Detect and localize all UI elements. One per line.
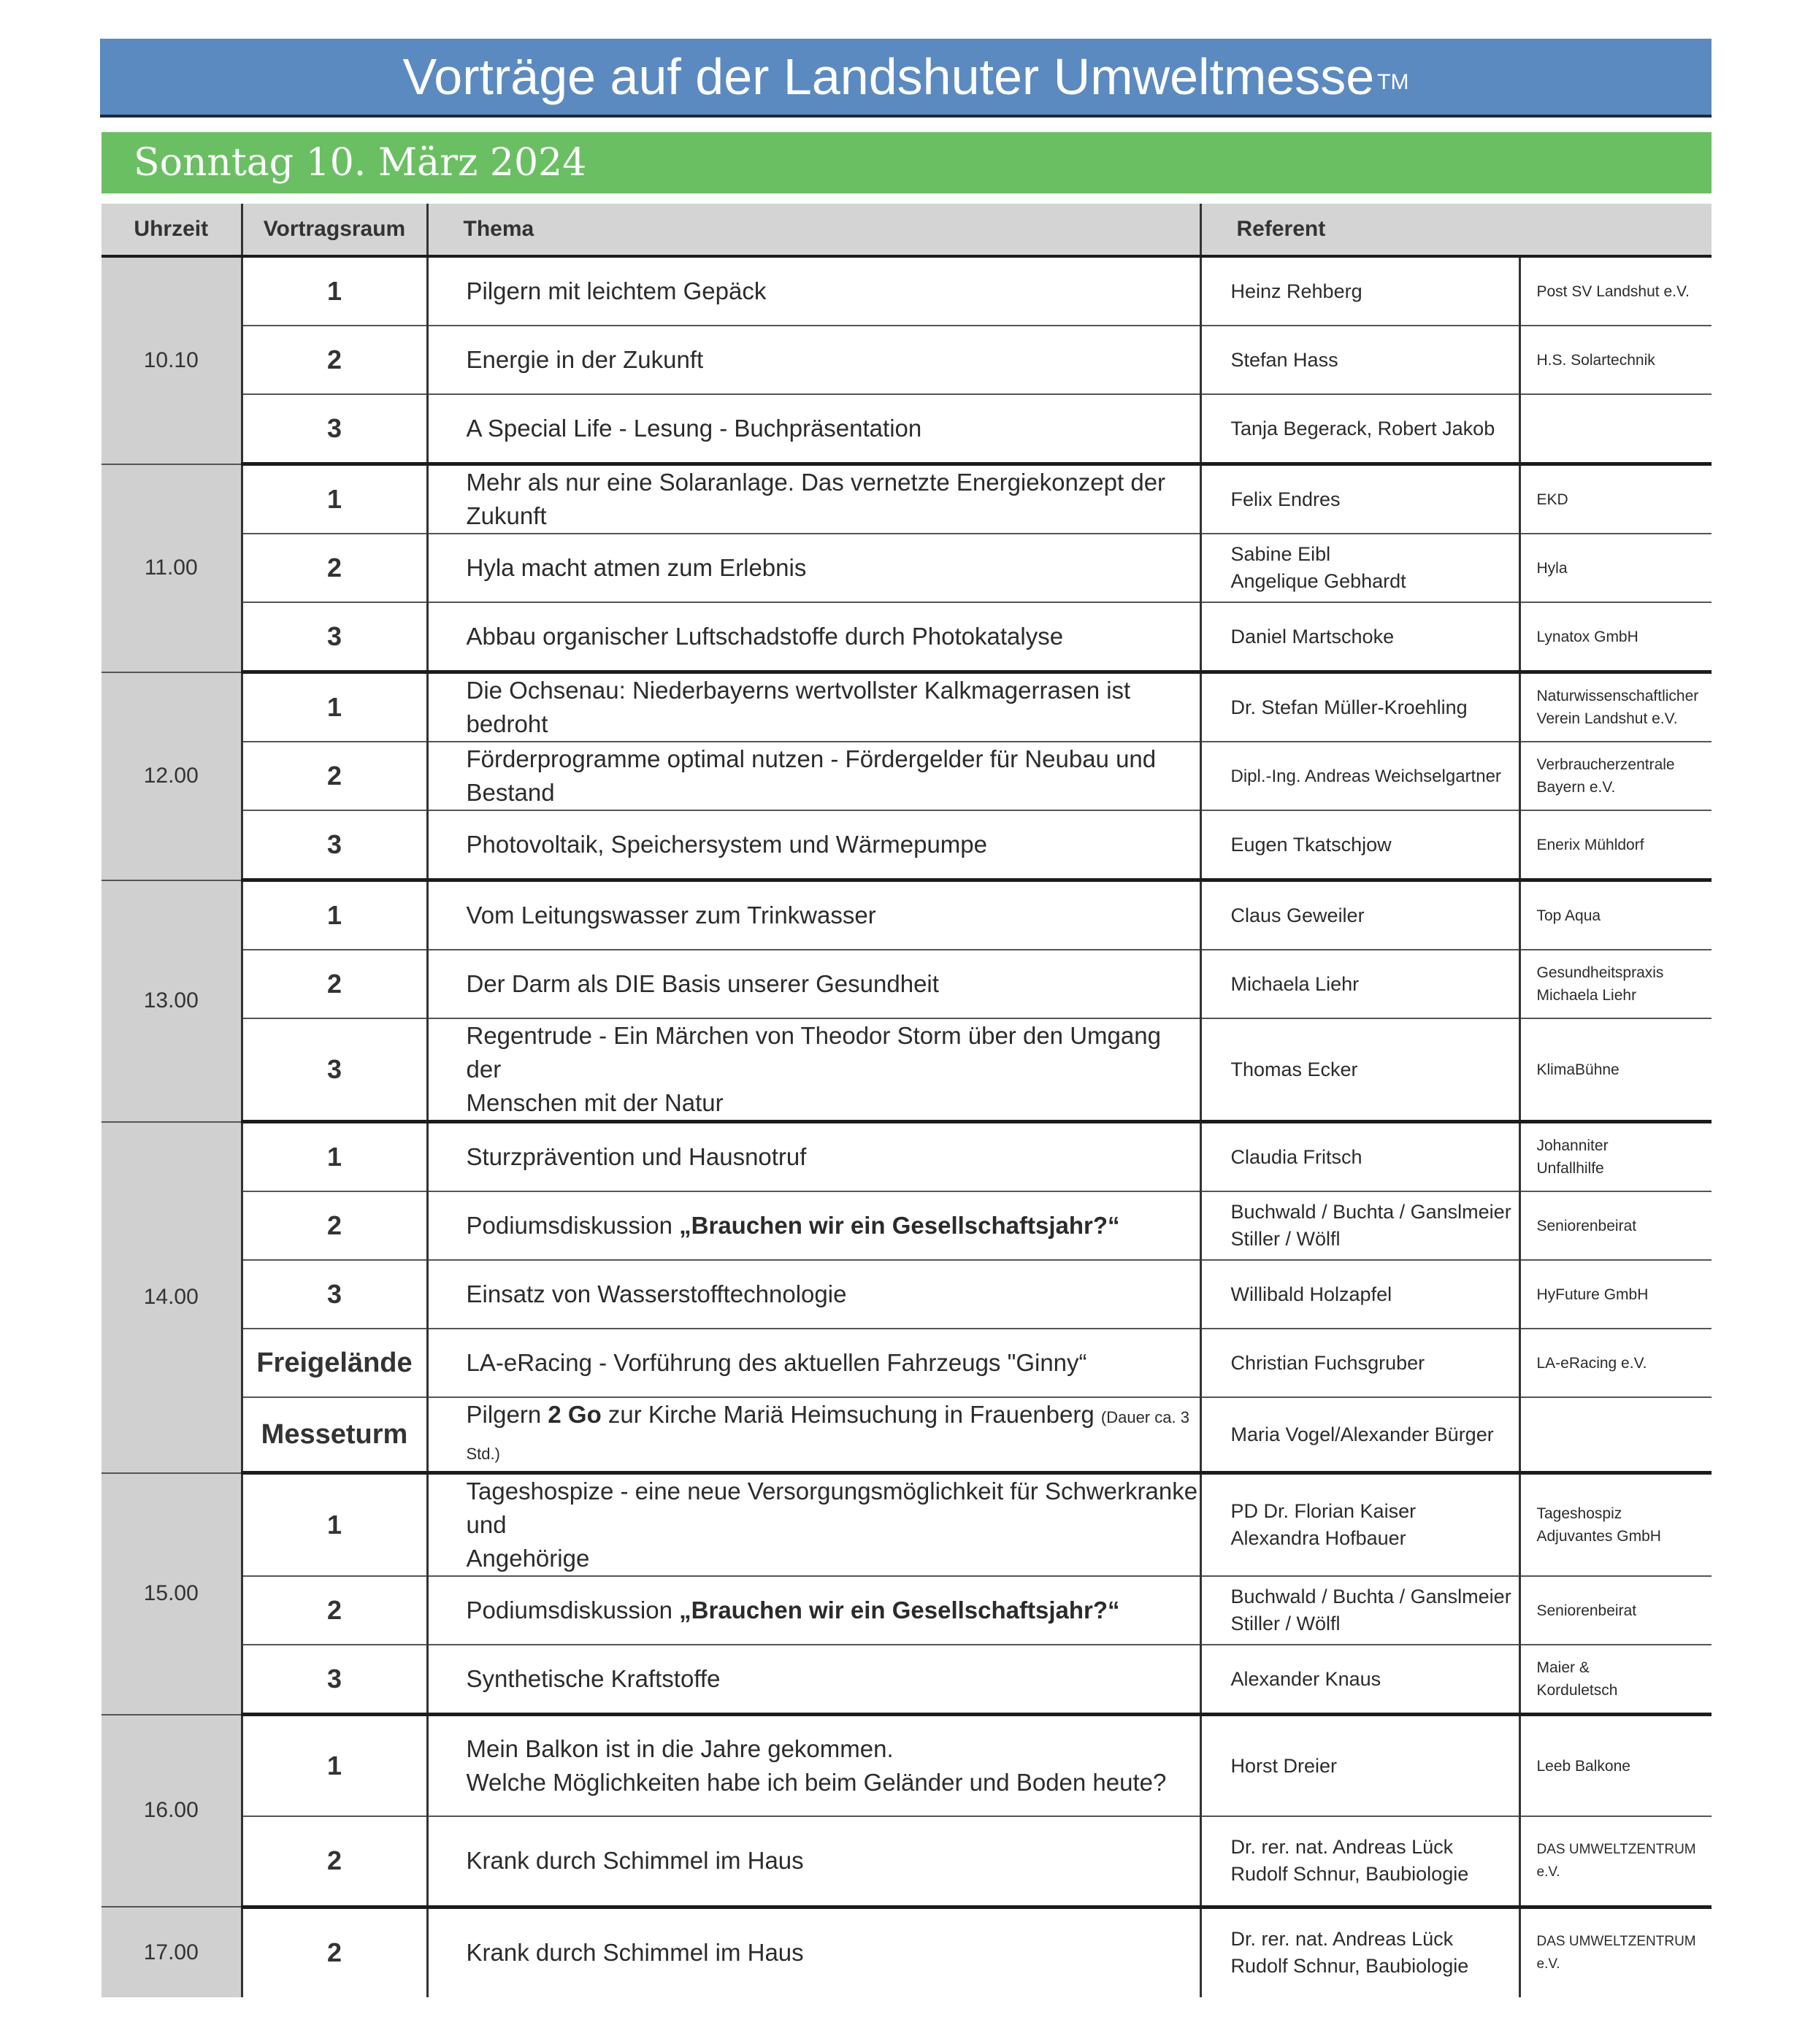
trademark-mark: TM <box>1377 70 1409 94</box>
speaker-cell: Stefan Hass <box>1200 326 1519 394</box>
table-row <box>101 742 1712 810</box>
table-row <box>101 256 1712 326</box>
organization-cell <box>1519 672 1712 742</box>
table-row <box>101 394 1712 464</box>
speaker-line: Stiller / Wölfl <box>1230 1228 1341 1250</box>
table-row <box>101 1473 1712 1577</box>
topic-cell: Der Darm als DIE Basis unserer Gesundheit <box>427 950 1200 1018</box>
organization-cell: Enerix Mühldorf <box>1519 810 1712 880</box>
topic-line: Menschen mit der Natur <box>466 1089 724 1116</box>
organization-line: Johanniter <box>1536 1137 1609 1154</box>
organization-cell <box>1519 1645 1712 1715</box>
time-cell: 11.00 <box>101 464 242 672</box>
room-cell: 3 <box>242 1260 427 1329</box>
speaker-cell <box>1200 1816 1519 1907</box>
topic-cell <box>427 1018 1200 1122</box>
speaker-cell: Daniel Martschoke <box>1200 602 1519 672</box>
room-cell: 2 <box>242 1576 427 1645</box>
organization-cell: Lynatox GmbH <box>1519 602 1712 672</box>
topic-line: Mein Balkon ist in die Jahre gekommen. <box>466 1735 894 1762</box>
organization-cell: EKD <box>1519 464 1712 534</box>
speaker-cell: Alexander Knaus <box>1200 1645 1519 1715</box>
topic-cell: Hyla macht atmen zum Erlebnis <box>427 534 1200 602</box>
table-row <box>101 534 1712 602</box>
organization-line: Adjuvantes GmbH <box>1536 1528 1661 1545</box>
room-cell: 1 <box>242 1473 427 1577</box>
table-row <box>101 1260 1712 1329</box>
topic-cell <box>427 1191 1200 1260</box>
speaker-cell: Tanja Begerack, Robert Jakob <box>1200 394 1519 464</box>
room-cell: 1 <box>242 1715 427 1817</box>
speaker-cell: Maria Vogel/Alexander Bürger <box>1200 1397 1519 1473</box>
organization-line: Verein Landshut e.V. <box>1536 710 1678 727</box>
speaker-cell: Horst Dreier <box>1200 1715 1519 1817</box>
topic-cell: Synthetische Kraftstoffe <box>427 1645 1200 1715</box>
topic-bold-text: „Brauchen wir ein Gesellschaftsjahr?“ <box>679 1212 1120 1239</box>
organization-cell: DAS UMWELTZENTRUM e.V. <box>1519 1816 1712 1907</box>
topic-line: Regentrude - Ein Märchen von Theodor Storm über den Umgang der <box>466 1022 1161 1083</box>
time-cell: 15.00 <box>101 1473 242 1715</box>
organization-cell: Seniorenbeirat <box>1519 1191 1712 1260</box>
room-cell: 3 <box>242 602 427 672</box>
room-cell: 2 <box>242 534 427 602</box>
room-cell: 3 <box>242 810 427 880</box>
topic-cell <box>427 1473 1200 1577</box>
topic-cell: Förderprogramme optimal nutzen - Fördergelder für Neubau und Bestand <box>427 742 1200 810</box>
table-row <box>101 464 1712 534</box>
organization-cell <box>1519 1122 1712 1192</box>
topic-cell: Mehr als nur eine Solaranlage. Das vernetzte Energiekonzept der Zukunft <box>427 464 1200 534</box>
table-row <box>101 810 1712 880</box>
column-header-time: Uhrzeit <box>101 204 242 256</box>
organization-line: Gesundheitspraxis <box>1536 964 1664 981</box>
table-row <box>101 1191 1712 1260</box>
time-cell: 14.00 <box>101 1122 242 1473</box>
room-cell: 3 <box>242 1645 427 1715</box>
organization-cell: Hyla <box>1519 534 1712 602</box>
topic-cell: Photovoltaik, Speichersystem und Wärmepumpe <box>427 810 1200 880</box>
topic-cell: Pilgern mit leichtem Gepäck <box>427 256 1200 326</box>
time-cell: 13.00 <box>101 880 242 1122</box>
organization-line: Tageshospiz <box>1536 1505 1622 1522</box>
organization-cell: Seniorenbeirat <box>1519 1576 1712 1645</box>
column-header-topic: Thema <box>427 204 1200 256</box>
room-cell: 2 <box>242 326 427 394</box>
speaker-cell: Michaela Liehr <box>1200 950 1519 1018</box>
topic-cell: Abbau organischer Luftschadstoffe durch Photokatalyse <box>427 602 1200 672</box>
table-row <box>101 672 1712 742</box>
table-row <box>101 1329 1712 1397</box>
topic-text: Podiumsdiskussion <box>466 1212 680 1239</box>
room-cell: 1 <box>242 880 427 950</box>
organization-cell <box>1519 1397 1712 1473</box>
speaker-cell: Felix Endres <box>1200 464 1519 534</box>
speaker-line: Rudolf Schnur, Baubiologie <box>1230 1863 1469 1886</box>
page-title-banner <box>100 39 1712 118</box>
topic-cell: A Special Life - Lesung - Buchpräsentation <box>427 394 1200 464</box>
organization-cell <box>1519 742 1712 810</box>
speaker-cell <box>1200 534 1519 602</box>
organization-line: Michaela Liehr <box>1536 987 1637 1004</box>
topic-cell: Krank durch Schimmel im Haus <box>427 1816 1200 1907</box>
speaker-cell: Thomas Ecker <box>1200 1018 1519 1122</box>
room-cell: 1 <box>242 1122 427 1192</box>
speaker-line: Stiller / Wölfl <box>1230 1613 1341 1634</box>
organization-line: Bayern e.V. <box>1536 779 1616 796</box>
topic-cell: Energie in der Zukunft <box>427 326 1200 394</box>
speaker-line: Dr. rer. nat. Andreas Lück <box>1230 1836 1454 1859</box>
column-header-speaker: Referent <box>1200 204 1712 256</box>
topic-line: Welche Möglichkeiten habe ich beim Geländer und Boden heute? <box>466 1769 1167 1796</box>
speaker-line: Angelique Gebhardt <box>1230 570 1406 592</box>
organization-cell: H.S. Solartechnik <box>1519 326 1712 394</box>
time-cell: 10.10 <box>101 256 242 464</box>
speaker-cell: Dr. Stefan Müller-Kroehling <box>1200 672 1519 742</box>
speaker-cell: Willibald Holzapfel <box>1200 1260 1519 1329</box>
table-row <box>101 1715 1712 1817</box>
speaker-cell: Christian Fuchsgruber <box>1200 1329 1519 1397</box>
room-cell: 1 <box>242 464 427 534</box>
speaker-line: Rudolf Schnur, Baubiologie <box>1230 1955 1469 1978</box>
organization-cell: KlimaBühne <box>1519 1018 1712 1122</box>
room-cell: 2 <box>242 742 427 810</box>
speaker-line: Buchwald / Buchta / Ganslmeier <box>1230 1201 1511 1223</box>
table-row <box>101 950 1712 1018</box>
organization-cell: Top Aqua <box>1519 880 1712 950</box>
room-cell: 3 <box>242 394 427 464</box>
topic-text: zur Kirche Mariä Heimsuchung in Frauenberg <box>601 1401 1101 1428</box>
table-row <box>101 1576 1712 1645</box>
topic-line: Angehörige <box>466 1545 590 1572</box>
table-row <box>101 326 1712 394</box>
organization-cell <box>1519 394 1712 464</box>
schedule-table <box>101 204 1712 1997</box>
organization-cell: DAS UMWELTZENTRUM e.V. <box>1536 1934 1696 1972</box>
table-row <box>101 602 1712 672</box>
speaker-cell <box>1200 1576 1519 1645</box>
organization-cell: LA-eRacing e.V. <box>1519 1329 1712 1397</box>
room-cell: 2 <box>242 1191 427 1260</box>
duration-note: (Dauer ca. 3 Std.) <box>466 1408 1189 1463</box>
topic-cell: Krank durch Schimmel im Haus <box>427 1907 1200 1997</box>
organization-line: Verbraucherzentrale <box>1536 756 1675 773</box>
page-title: Vorträge auf der Landshuter Umweltmesse <box>402 48 1375 105</box>
room-cell: Messeturm <box>242 1397 427 1473</box>
topic-cell <box>427 1397 1200 1473</box>
topic-bold-text: 2 Go <box>548 1401 602 1428</box>
topic-cell: Einsatz von Wasserstofftechnologie <box>427 1260 1200 1329</box>
speaker-cell: Claus Geweiler <box>1200 880 1519 950</box>
table-row <box>101 1018 1712 1122</box>
time-cell: 17.00 <box>101 1907 242 1997</box>
topic-cell <box>427 1576 1200 1645</box>
speaker-cell <box>1200 1907 1519 1997</box>
speaker-cell <box>1200 1473 1519 1577</box>
room-cell: 1 <box>242 672 427 742</box>
organization-line: Korduletsch <box>1536 1682 1618 1699</box>
room-cell: 1 <box>242 256 427 326</box>
speaker-line: Dr. rer. nat. Andreas Lück <box>1230 1928 1454 1951</box>
room-cell: 2 <box>242 950 427 1018</box>
speaker-cell: Heinz Rehberg <box>1200 256 1519 326</box>
topic-cell <box>427 1715 1200 1817</box>
organization-line: Unfallhilfe <box>1536 1160 1604 1177</box>
topic-text: Pilgern <box>466 1401 548 1428</box>
speaker-cell: Dipl.-Ing. Andreas Weichselgartner <box>1200 742 1519 810</box>
table-row <box>101 1816 1712 1907</box>
room-cell: Freigelände <box>242 1329 427 1397</box>
speaker-cell: Claudia Fritsch <box>1200 1122 1519 1192</box>
table-row <box>101 1645 1712 1715</box>
room-cell: 3 <box>242 1018 427 1122</box>
speaker-cell: Eugen Tkatschjow <box>1200 810 1519 880</box>
table-row <box>101 1122 1712 1192</box>
organization-line: Maier & <box>1536 1659 1590 1676</box>
speaker-line: Alexandra Hofbauer <box>1230 1527 1406 1549</box>
table-header-row <box>101 204 1712 256</box>
topic-cell: Sturzprävention und Hausnotruf <box>427 1122 1200 1192</box>
room-cell: 2 <box>242 1816 427 1907</box>
table-row <box>101 1907 1712 1997</box>
speaker-line: Sabine Eibl <box>1230 543 1331 565</box>
table-row <box>101 1397 1712 1473</box>
topic-cell: Die Ochsenau: Niederbayerns wertvollster Kalkmagerrasen ist bedroht <box>427 672 1200 742</box>
organization-line: Naturwissenschaftlicher <box>1536 688 1699 704</box>
speaker-line: Buchwald / Buchta / Ganslmeier <box>1230 1586 1511 1607</box>
organization-cell <box>1519 1473 1712 1577</box>
table-row <box>101 880 1712 950</box>
time-cell: 12.00 <box>101 672 242 880</box>
speaker-line: PD Dr. Florian Kaiser <box>1230 1500 1417 1522</box>
time-cell: 16.00 <box>101 1715 242 1907</box>
organization-cell: Post SV Landshut e.V. <box>1519 256 1712 326</box>
organization-cell: Leeb Balkone <box>1519 1715 1712 1817</box>
topic-line: Tageshospize - eine neue Versorgungsmöglichkeit für Schwerkranke und <box>466 1478 1198 1538</box>
date-banner <box>101 132 1712 193</box>
topic-cell: Vom Leitungswasser zum Trinkwasser <box>427 880 1200 950</box>
event-date: Sonntag 10. März 2024 <box>134 141 587 185</box>
speaker-cell <box>1200 1191 1519 1260</box>
organization-cell: HyFuture GmbH <box>1519 1260 1712 1329</box>
topic-text: Podiumsdiskussion <box>466 1597 680 1624</box>
room-cell: 2 <box>242 1907 427 1997</box>
topic-bold-text: „Brauchen wir ein Gesellschaftsjahr?“ <box>679 1597 1120 1624</box>
column-header-room: Vortragsraum <box>242 204 427 256</box>
organization-cell <box>1519 950 1712 1018</box>
topic-cell: LA-eRacing - Vorführung des aktuellen Fahrzeugs "Ginny“ <box>427 1329 1200 1397</box>
